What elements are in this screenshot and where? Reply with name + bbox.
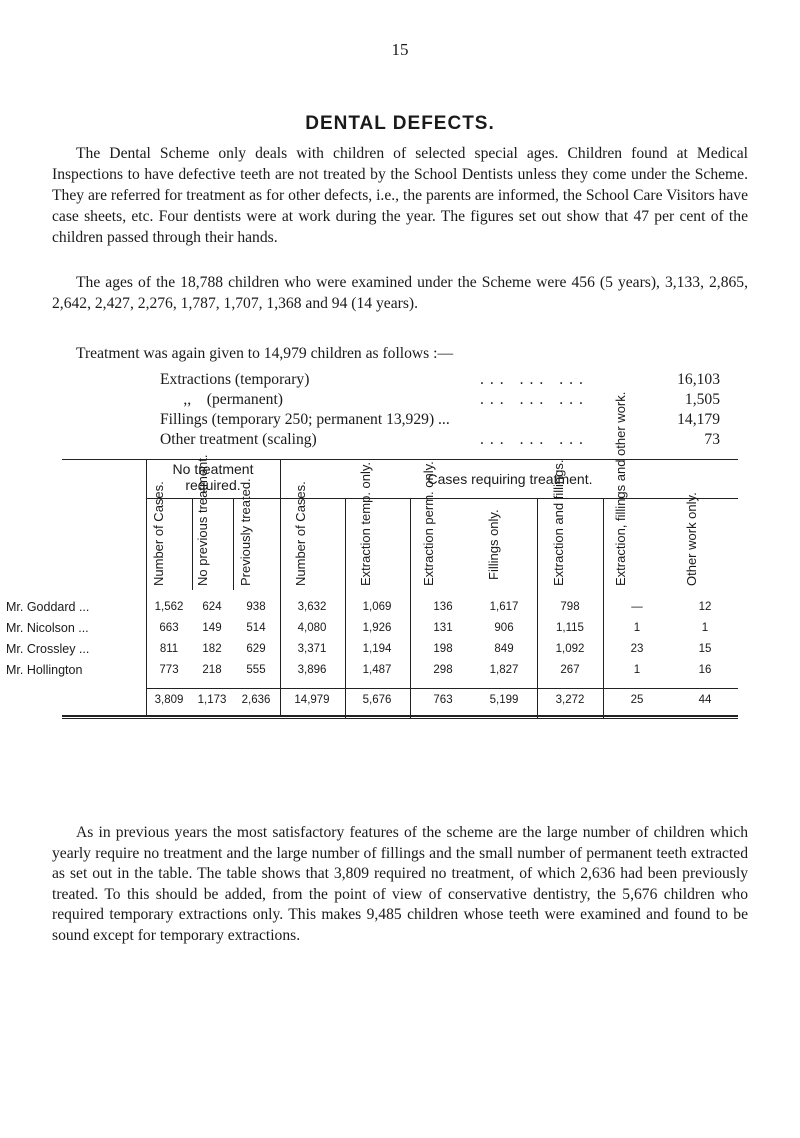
table-cell: 267 bbox=[560, 664, 580, 676]
col-header-extraction-fillings-other: Extraction, fillings and other work. bbox=[613, 391, 628, 586]
table-cell: 555 bbox=[246, 664, 266, 676]
table-cell: 3,371 bbox=[297, 643, 327, 655]
table-cell: 218 bbox=[202, 664, 222, 676]
leader-dots: ... ... ... bbox=[480, 371, 589, 388]
table-cell: 136 bbox=[433, 601, 453, 613]
treatment-intro: Treatment was again given to 14,979 children as follows :— bbox=[76, 345, 454, 362]
totals-rule bbox=[146, 688, 738, 689]
total-cell: 1,173 bbox=[197, 694, 227, 706]
row-name: Mr. Hollington bbox=[6, 663, 83, 677]
table-bottom-rule bbox=[62, 715, 738, 717]
group-header-no-treatment: No treatment required. bbox=[172, 461, 254, 493]
intro-paragraph: The Dental Scheme only deals with children of selected special ages. Children found at Medical Inspections to have defective teeth are not treated by the School Dentists unless they come under the Scheme. They are referred for treatment as for other defects, i.e., the parents are informed, the School Care Visitors have case sheets, etc. Four dentists were at work during the year. The figures set out show that 47 per cent of the children passed through their hands. bbox=[52, 145, 748, 246]
treatment-value: 73 bbox=[704, 431, 720, 448]
treatment-label: ,, (permanent) bbox=[160, 391, 283, 408]
ages-paragraph: The ages of the 18,788 children who were examined under the Scheme were 456 (5 years), 3,133, 2,865, 2,642, 2,427, 2,276, 1,787, 1,707, 1,368 and 94 (14 years). bbox=[52, 274, 748, 312]
table-cell: 663 bbox=[159, 622, 179, 634]
col-rule bbox=[345, 498, 346, 718]
table-cell: 23 bbox=[630, 643, 644, 655]
col-rule bbox=[410, 498, 411, 718]
treatment-item bbox=[160, 370, 720, 390]
col-rule bbox=[603, 498, 604, 718]
table-cell: 198 bbox=[433, 643, 453, 655]
col-header-extraction-fillings: Extraction and fillings. bbox=[551, 459, 566, 586]
table-cell: 906 bbox=[494, 622, 514, 634]
table-cell: 1,194 bbox=[362, 643, 392, 655]
table-cell: 1,487 bbox=[362, 664, 392, 676]
total-cell: 25 bbox=[630, 694, 644, 706]
table-cell: 798 bbox=[560, 601, 580, 613]
table-cell: 811 bbox=[159, 643, 179, 655]
col-rule bbox=[233, 498, 234, 590]
treatment-item bbox=[160, 410, 720, 430]
total-cell: 2,636 bbox=[241, 694, 271, 706]
col-header-fillings: Fillings only. bbox=[486, 509, 501, 581]
col-header-extraction-temp: Extraction temp. only. bbox=[358, 461, 373, 586]
table-cell: 16 bbox=[698, 664, 712, 676]
row-name: Mr. Goddard ... bbox=[6, 600, 90, 614]
leader-dots: ... ... ... bbox=[480, 391, 589, 408]
table-bottom-rule-2 bbox=[62, 718, 738, 719]
treatment-value: 1,505 bbox=[684, 391, 720, 408]
treatment-item bbox=[160, 430, 720, 450]
col-header-other-work: Other work only. bbox=[684, 492, 699, 586]
treatment-list bbox=[160, 370, 720, 450]
table-cell: 773 bbox=[159, 664, 179, 676]
table-cell: 12 bbox=[698, 601, 712, 613]
group-header-cases: Cases requiring treatment. bbox=[427, 471, 593, 487]
treatment-item bbox=[160, 390, 720, 410]
leader-dots: ... ... ... bbox=[480, 431, 589, 448]
table-cell: 1,827 bbox=[489, 664, 519, 676]
total-cell: 763 bbox=[433, 694, 453, 706]
table-cell: 15 bbox=[698, 643, 712, 655]
col-header-extraction-perm: Extraction perm. only. bbox=[421, 461, 436, 586]
row-name: Mr. Nicolson ... bbox=[6, 621, 89, 635]
row-name: Mr. Crossley ... bbox=[6, 642, 90, 656]
table-cell: 1,115 bbox=[556, 622, 584, 634]
table-cell: 849 bbox=[494, 643, 514, 655]
page-title: DENTAL DEFECTS. bbox=[305, 113, 495, 134]
table-cell: 3,896 bbox=[297, 664, 327, 676]
table-cell: 4,080 bbox=[297, 622, 327, 634]
treatment-label: Fillings (temporary 250; permanent 13,929) ... bbox=[160, 411, 450, 428]
table-cell: 1 bbox=[701, 622, 709, 634]
total-cell: 3,272 bbox=[555, 694, 585, 706]
table-cell: 131 bbox=[433, 622, 453, 634]
col-rule bbox=[280, 459, 281, 717]
table-cell: 182 bbox=[202, 643, 222, 655]
table-cell: 1,092 bbox=[555, 643, 585, 655]
total-cell: 44 bbox=[698, 694, 712, 706]
col-rule bbox=[192, 498, 193, 590]
total-cell: 3,809 bbox=[154, 694, 184, 706]
total-cell: 14,979 bbox=[294, 694, 330, 706]
col-header-number-cases-2: Number of Cases. bbox=[293, 481, 308, 586]
col-rule bbox=[146, 459, 147, 717]
table-cell: 938 bbox=[246, 601, 266, 613]
total-cell: 5,676 bbox=[362, 694, 392, 706]
treatment-value: 16,103 bbox=[677, 371, 720, 388]
col-header-number-cases: Number of Cases. bbox=[151, 481, 166, 586]
total-cell: 5,199 bbox=[489, 694, 519, 706]
table-cell: 629 bbox=[246, 643, 266, 655]
header-divider bbox=[146, 498, 738, 499]
col-header-no-previous: No previous treatment. bbox=[195, 454, 210, 586]
col-rule bbox=[537, 498, 538, 718]
table-cell: — bbox=[631, 601, 643, 613]
treatment-label: Extractions (temporary) bbox=[160, 371, 310, 388]
table-cell: 149 bbox=[202, 622, 222, 634]
table-cell: 1,926 bbox=[362, 622, 392, 634]
table-cell: 1 bbox=[633, 622, 641, 634]
table-cell: 3,632 bbox=[297, 601, 327, 613]
table-cell: 1,069 bbox=[362, 601, 392, 613]
page-number: 15 bbox=[391, 40, 409, 59]
conclusion-paragraph: As in previous years the most satisfactory features of the scheme are the large number of children which yearly require no treatment and the large number of fillings and the small number of permanent teeth extracted as set out in the table. The table shows that 3,809 required no treatment, of which 2,636 had been previously treated. To this should be added, from the point of view of conservative dentistry, the 5,676 children who required temporary extractions only. This makes 9,485 children whose teeth were examined and found to be sound except for temporary extractions. bbox=[52, 824, 748, 944]
treatment-label: Other treatment (scaling) bbox=[160, 431, 317, 448]
table-cell: 1,617 bbox=[489, 601, 519, 613]
table-cell: 1,562 bbox=[154, 601, 184, 613]
table-cell: 514 bbox=[246, 622, 266, 634]
col-header-previously-treated: Previously treated. bbox=[238, 478, 253, 586]
table-cell: 624 bbox=[202, 601, 222, 613]
treatment-value: 14,179 bbox=[677, 411, 720, 428]
table-cell: 298 bbox=[433, 664, 453, 676]
table-top-rule bbox=[62, 459, 738, 460]
table-cell: 1 bbox=[633, 664, 641, 676]
